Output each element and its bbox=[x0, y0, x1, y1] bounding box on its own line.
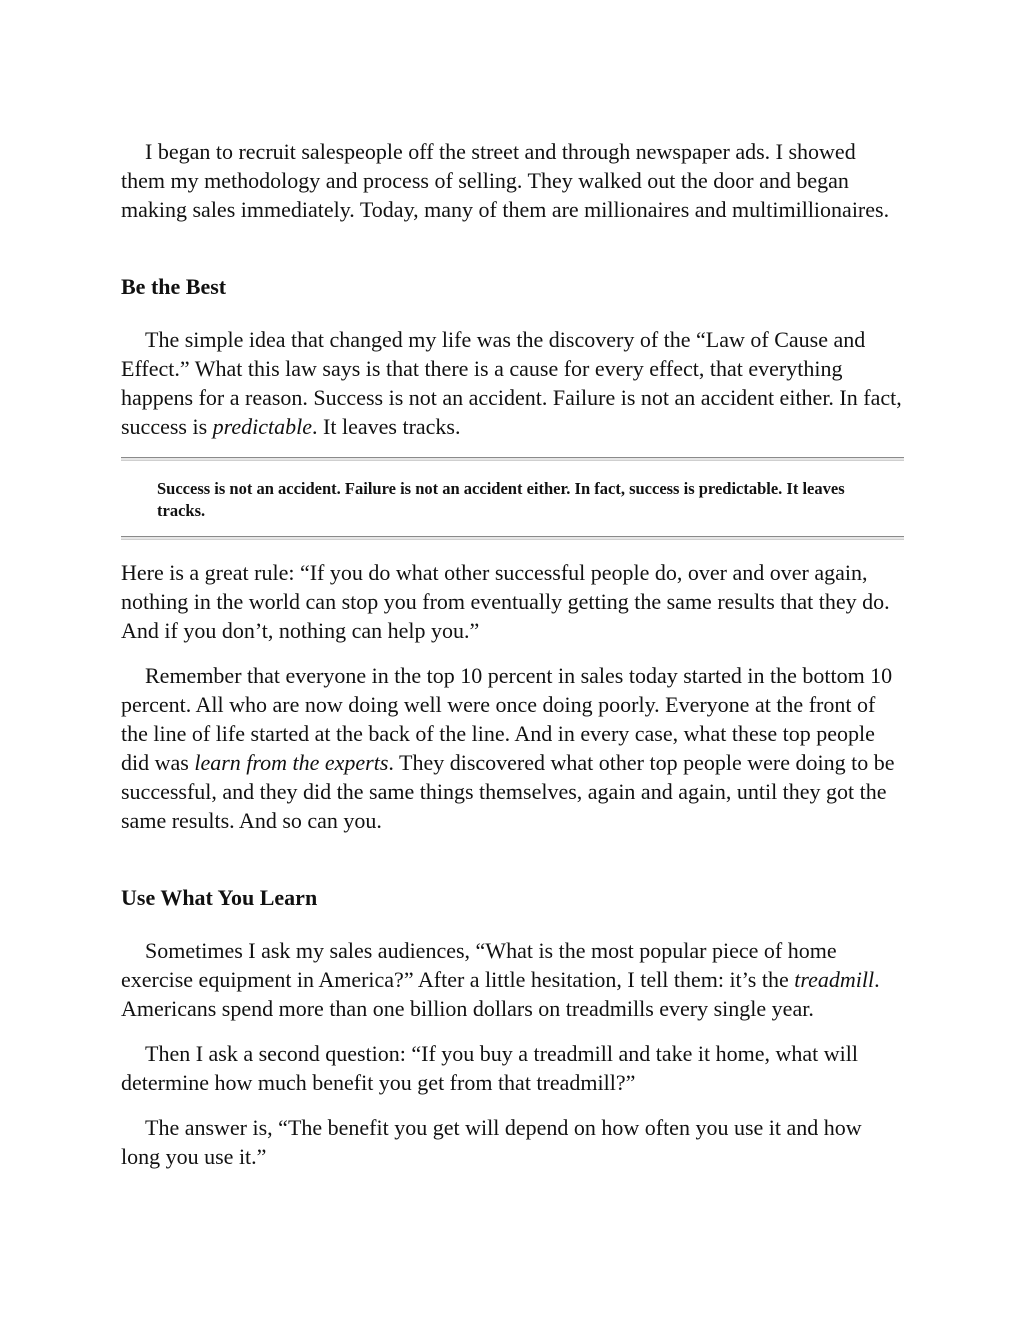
pull-quote-text: Success is not an accident. Failure is not an accident either. In fact, success is predictable. It leaves tracks. bbox=[157, 479, 845, 520]
paragraph-treadmill-question bbox=[121, 936, 904, 1023]
paragraph-text: . It leaves tracks. bbox=[312, 414, 461, 439]
paragraph-answer-cut-off: The answer is, “The benefit you get will depend on how often you use it and how long you use it.” bbox=[121, 1115, 862, 1169]
paragraph-text: . They discovered what other top people were doing to be successful, and they did the same things themselves, again and again, until they got the same results. And so can you. bbox=[121, 750, 895, 833]
document-page bbox=[121, 137, 904, 1205]
section-heading-use-what-you-learn: Use What You Learn bbox=[121, 885, 318, 910]
paragraph-cause-and-effect bbox=[121, 325, 904, 441]
section-heading-be-the-best: Be the Best bbox=[121, 274, 227, 299]
paragraph-text: . Americans spend more than one billion dollars on treadmills every single year. bbox=[121, 967, 880, 1021]
paragraph-second-question: Then I ask a second question: “If you buy a treadmill and take it home, what will determine how much benefit you get from that treadmill?” bbox=[121, 1041, 858, 1095]
paragraph-recruiting: I began to recruit salespeople off the street and through newspaper ads. I showed them my methodology and process of selling. They walked out the door and began making sales immediately. Today, many of them are millionaires and multimillionaires. bbox=[121, 139, 890, 222]
emphasis-text: learn from the experts bbox=[194, 750, 389, 775]
paragraph-top-ten-percent bbox=[121, 661, 904, 835]
paragraph-text: Sometimes I ask my sales audiences, “What is the most popular piece of home exercise equipment in America?” After a little hesitation, I tell them: it’s the bbox=[121, 938, 837, 992]
emphasis-text: treadmill bbox=[794, 967, 875, 992]
emphasis-text: predictable bbox=[212, 414, 313, 439]
pull-quote-bottom-rule bbox=[121, 536, 904, 540]
pull-quote bbox=[121, 457, 904, 540]
paragraph-text: The simple idea that changed my life was the discovery of the “Law of Cause and Effect.” What this law says is that there is a cause for every effect, that everything happens for a reason. Success is not an accident. Failure is not an accident either. In fact, success is bbox=[121, 327, 902, 439]
paragraph-text: Remember that everyone in the top 10 percent in sales today started in the bottom 10 percent. All who are now doing well were once doing poorly. Everyone at the front of the line of life started at the back of the line. And in every case, what these top people did was bbox=[121, 663, 893, 775]
paragraph-great-rule: Here is a great rule: “If you do what other successful people do, over and over again, nothing in the world can stop you from eventually getting the same results that they do. And if you don’t, nothing can help you.” bbox=[121, 560, 890, 643]
